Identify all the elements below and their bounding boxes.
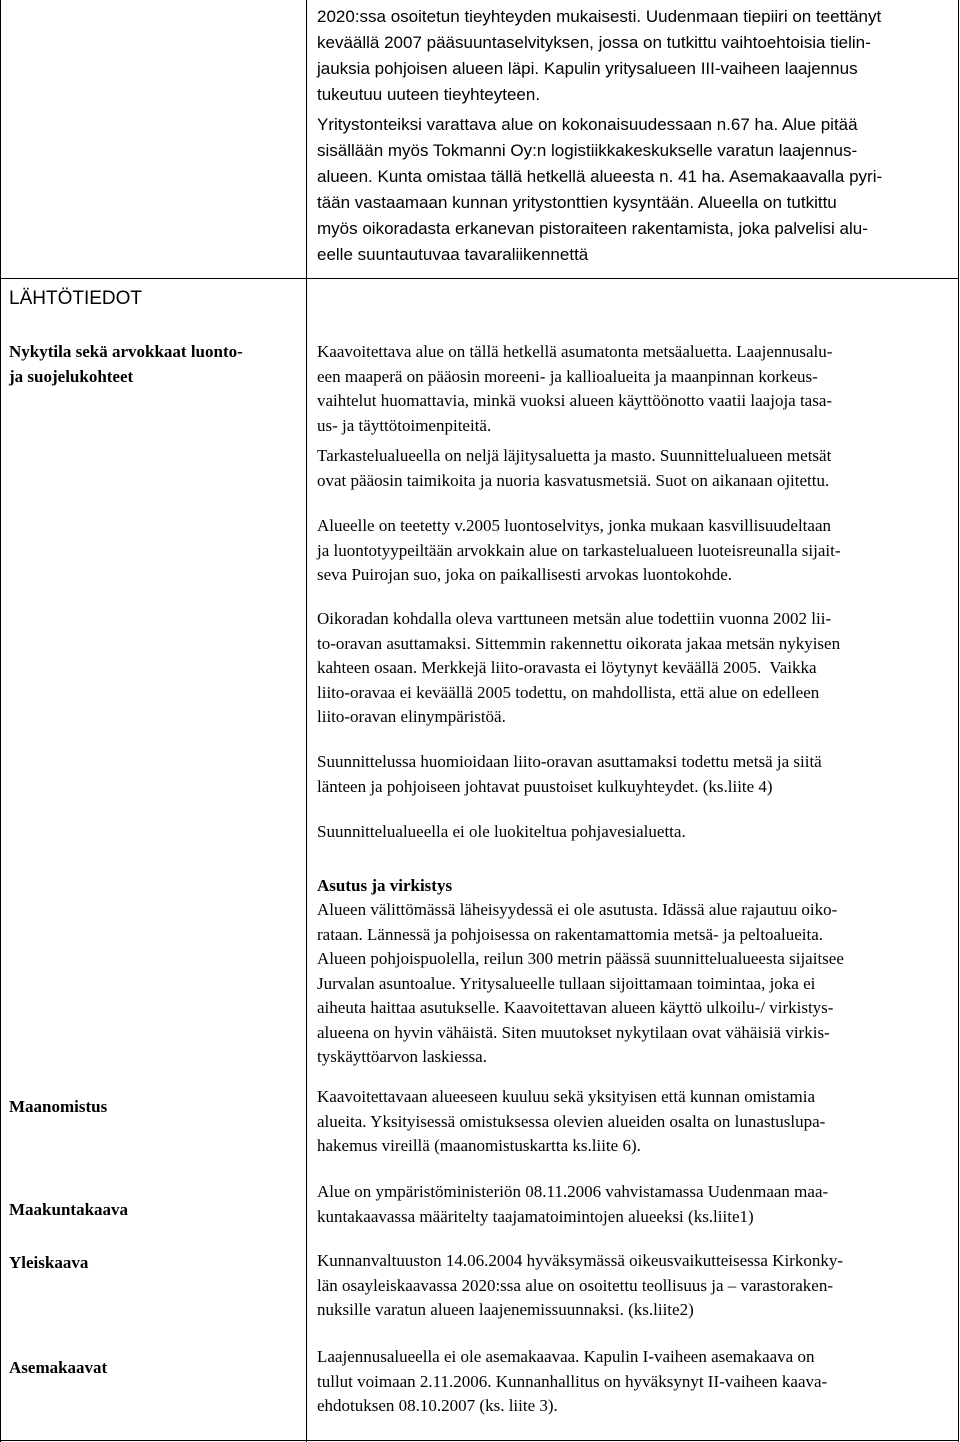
- table-right-border: [958, 0, 959, 1442]
- table-left-border: [0, 0, 1, 1442]
- nykytila-paragraph-3: Alueelle on teetetty v.2005 luontoselvitys, jonka mukaan kasvillisuudeltaan ja luontotyypeiltään arvokkain alue on tarkastelualueen luoteisreunalla sijait- seva Puirojan suo, joka on paikallisesti arvokas luontokohde.: [317, 516, 841, 584]
- table-bottom-border: [0, 1440, 959, 1441]
- asutus-heading: Asutus ja virkistys: [317, 876, 453, 895]
- row-label-yleiskaava: Yleiskaava: [9, 1253, 89, 1272]
- maanomistus-paragraph: Kaavoitettavaan alueeseen kuuluu sekä yksityisen että kunnan omistamia alueita. Yksityisessä omistuksessa olevien alueiden osalta on lunastuslupa- hakemus vireillä (maanomistuskartta ks.liite 6).: [317, 1087, 826, 1155]
- continued-paragraph: 2020:ssa osoitetun tieyhteyden mukaisesti. Uudenmaan tiepiiri on teettänyt keväällä 2007 pääsuuntaselvityksen, jossa on tutkittu vaihtoehtoisia tielin- jauksia pohjoisen alueen läpi. Kapulin yritysalueen III-vaiheen laajennus tukeutuu uuteen tieyhteyteen.: [317, 7, 882, 104]
- maakuntakaava-paragraph: Alue on ympäristöministeriön 08.11.2006 vahvistamassa Uudenmaan maa- kuntakaavassa määritelty taajamatoimintojen alueeksi (ks.liite1): [317, 1182, 829, 1226]
- row-label-nykytila: Nykytila sekä arvokkaat luonto- ja suojelukohteet: [9, 342, 243, 386]
- nykytila-paragraph-2: Tarkastelualueella on neljä läjitysaluetta ja masto. Suunnittelualueen metsät ovat pääosin taimikoita ja nuoria kasvatusmetsiä. Suot on aikanaan ojitettu.: [317, 446, 832, 490]
- section-heading: LÄHTÖTIEDOT: [9, 288, 143, 309]
- nykytila-paragraph-1: Kaavoitettava alue on tällä hetkellä asumatonta metsäaluetta. Laajennusalu- een maaperä on pääosin moreeni- ja kallioalueita ja maanpinnan korkeus- vaihtelut huomattavia, minkä vuoksi alueen käyttöönotto vaatii laajoja tasa- us- ja täyttötoimenpiteitä.: [317, 342, 833, 435]
- yritystontit-paragraph: Yritystonteiksi varattava alue on kokonaisuudessaan n.67 ha. Alue pitää sisällään myös Tokmanni Oy:n logistiikkakeskukselle varatun laajennus- alueen. Kunta omistaa tällä hetkellä alueesta n. 41 ha. Asemakaavalla pyri- tään vastaamaan kunnan yritystonttien kysyntään. Alueella on tutkittu myös oikoradasta erkanevan pistoraiteen rakentamista, joka palvelisi alu- eelle suuntautuvaa tavaraliikennettä: [317, 115, 883, 264]
- table-column-divider: [306, 0, 307, 1442]
- nykytila-paragraph-6: Suunnittelualueella ei ole luokiteltua pohjavesialuetta.: [317, 822, 686, 841]
- nykytila-paragraph-5: Suunnittelussa huomioidaan liito-oravan asuttamaksi todettu metsä ja siitä länteen ja pohjoiseen johtavat puustoiset kulkuyhteydet. (ks.liite 4): [317, 752, 822, 796]
- row-label-asemakaavat: Asemakaavat: [9, 1358, 108, 1377]
- asutus-paragraph: Alueen välittömässä läheisyydessä ei ole asutusta. Idässä alue rajautuu oiko- rataan. Lännessä ja pohjoisessa on rakentamattomia metsä- ja peltoalueita. Alueen pohjoispuolella, reilun 300 metrin päässä suunnittelualueesta sijaitsee Jurvalan asuntoalue. Yritysalueelle tullaan sijoittamaan toimintaa, joka ei aiheuta haittaa asutukselle. Kaavoitettavan alueen käyttö ulkoilu-/ virkistys- alueena on hyvin vähäistä. Siten muutokset nykytilaan ovat vähäisiä virkis- tyskäyttöarvon laskiessa.: [317, 900, 844, 1066]
- asemakaavat-paragraph: Laajennusalueella ei ole asemakaavaa. Kapulin I-vaiheen asemakaava on tullut voimaan 2.11.2006. Kunnanhallitus on hyväksynyt II-vaiheen kaava- ehdotuksen 08.10.2007 (ks. liite 3).: [317, 1347, 828, 1415]
- table-row-divider: [0, 278, 959, 279]
- row-label-maakuntakaava: Maakuntakaava: [9, 1200, 129, 1219]
- yleiskaava-paragraph: Kunnanvaltuuston 14.06.2004 hyväksymässä oikeusvaikutteisessa Kirkonky- län osayleiskaavassa 2020:ssa alue on osoitettu teollisuus ja – varastoraken- nuksille varatun alueen laajenemissuunnaksi. (ks.liite2): [317, 1251, 843, 1319]
- row-label-maanomistus: Maanomistus: [9, 1097, 108, 1116]
- nykytila-paragraph-4: Oikoradan kohdalla oleva varttuneen metsän alue todettiin vuonna 2002 lii- to-oravan asuttamaksi. Sittemmin rakennettu oikorata jakaa metsän nykyisen kahteen osaan. Merkkejä liito-oravasta ei löytynyt keväällä 2005. Vaikka liito-oravaa ei keväällä 2005 todettu, on mahdollista, että alue on edelleen liito-oravan elinympäristöä.: [317, 609, 841, 726]
